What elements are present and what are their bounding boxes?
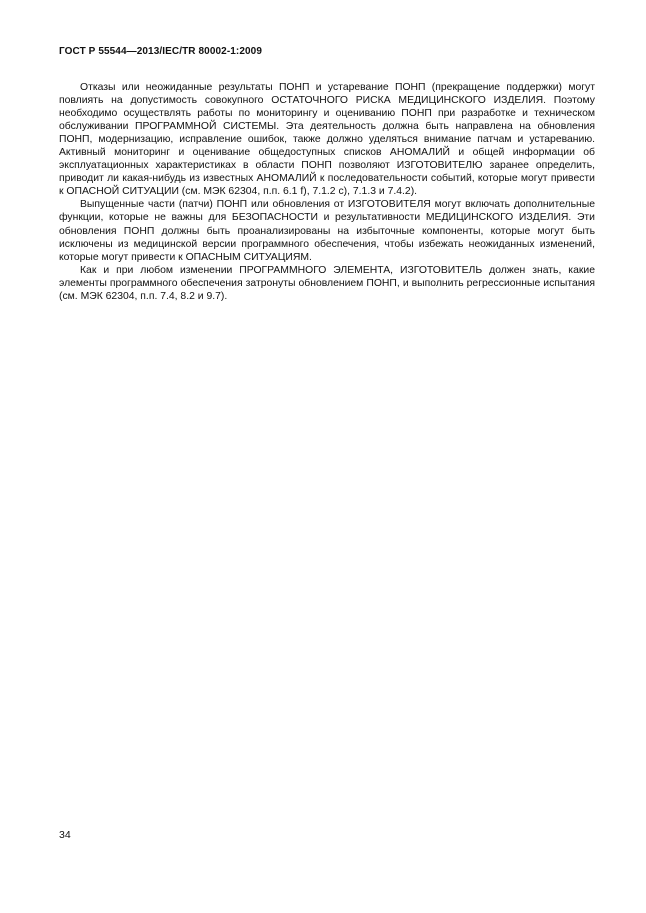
paragraph-patches: Выпущенные части (патчи) ПОНП или обновления от ИЗГОТОВИТЕЛЯ могут включать дополнительные функции, которые не важны для БЕЗОПАСНОСТИ и результативности МЕДИЦИНСКОГО ИЗДЕЛИЯ. Эти обновления ПОНП должны быть проанализированы на избыточные компоненты, которые могут быть исключены из медицинской версии программного обеспечения, чтобы избежать неожиданных изменений, которые могут привести к ОПАСНЫМ СИТУАЦИЯМ. — [59, 199, 595, 263]
page-number: 34 — [59, 829, 71, 841]
paragraph-anomaly-monitoring: Отказы или неожиданные результаты ПОНП и устаревание ПОНП (прекращение поддержки) могут повлиять на допустимость совокупного ОСТАТОЧНОГО РИСКА МЕДИЦИНСКОГО ИЗДЕЛИЯ. Поэтому необходимо осуществлять работы по мониторингу и оцениванию ПОНП при разработке и техническом обслуживании ПРОГРАММНОЙ СИСТЕМЫ. Эта деятельность должна быть направлена на обновления ПОНП, модернизацию, исправление ошибок, также должно уделяться внимание патчам и устареванию. Активный мониторинг и оценивание общедоступных списков АНОМАЛИЙ и общей информации об эксплуатационных характеристиках в области ПОНП позволяют ИЗГОТОВИТЕЛЮ заранее определить, приводит ли какая-нибудь из известных АНОМАЛИЙ к последовательности событий, которые могут привести к ОПАСНОЙ СИТУАЦИИ (см. МЭК 62304, п.п. 6.1 f), 7.1.2 c), 7.1.3 и 7.4.2). — [59, 82, 595, 198]
document-body — [59, 81, 595, 303]
document-header: ГОСТ Р 55544—2013/IEC/TR 80002-1:2009 — [59, 46, 262, 57]
paragraph-regression-testing: Как и при любом изменении ПРОГРАММНОГО ЭЛЕМЕНТА, ИЗГОТОВИТЕЛЬ должен знать, какие элементы программного обеспечения затронуты обновлением ПОНП, и выполнить регрессионные испытания (см. МЭК 62304, п.п. 7.4, 8.2 и 9.7). — [59, 264, 595, 302]
